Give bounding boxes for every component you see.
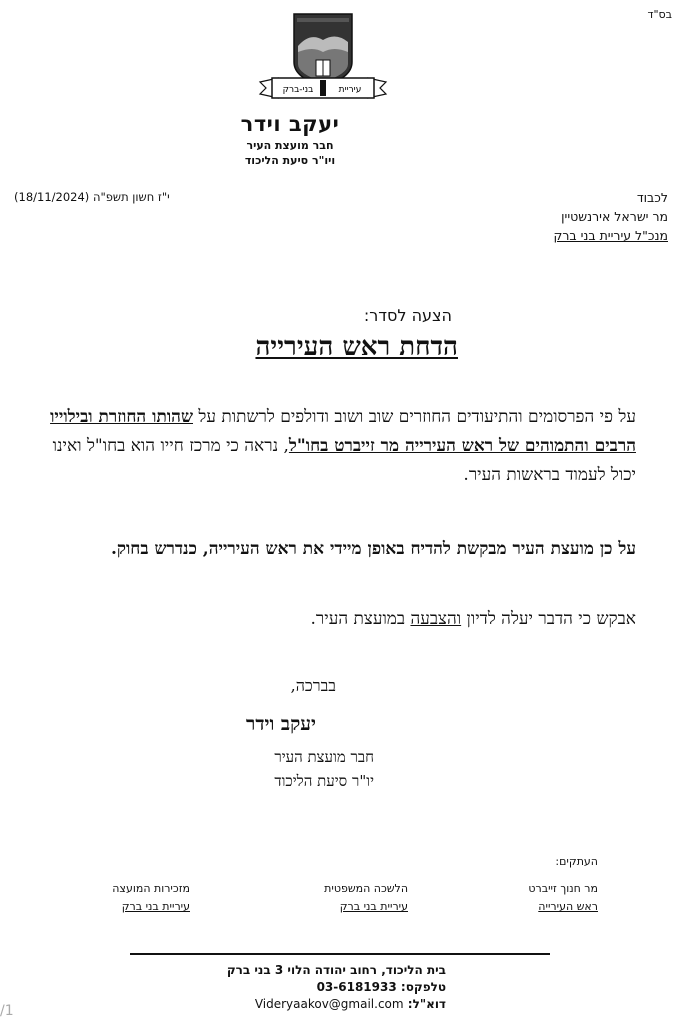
body-paragraph-1	[46, 403, 636, 490]
copy-recipient	[528, 880, 598, 916]
body-paragraph-3	[46, 605, 636, 634]
footer-email[interactable]: Videryaakov@gmail.com	[254, 997, 404, 1011]
copy-sub: ראש העירייה	[538, 900, 598, 913]
footer-phone: 03-6181933	[316, 980, 397, 994]
footer-email-label: דוא"ל:	[407, 997, 446, 1011]
body-p1-bold: שהותו החוזרת ובילוייו הרבים והתמוהים של ראש העירייה מר זייברט בחו"ל	[50, 407, 636, 456]
copy-sub: עיריית בני ברק	[339, 900, 408, 913]
footer-phone-line	[227, 979, 446, 996]
recipient-salutation: לכבוד	[636, 190, 668, 205]
body-paragraph-2: על כן מועצת העיר מבקשת להדיח באופן מיידי את ראש העירייה, כנדרש בחוק.	[110, 539, 636, 559]
recipient-name: מר ישראל אירנשטיין	[561, 209, 668, 224]
logo-text-left: בני-ברק	[282, 85, 314, 95]
copy-name: מזכירות המועצה	[112, 882, 190, 895]
footer-email-line	[227, 996, 446, 1013]
copies-label: העתקים:	[555, 855, 598, 868]
copy-name: מר חנוך זייברט	[528, 882, 598, 895]
sender-name: יעקב וידר	[240, 112, 340, 136]
document-date: י"ז חשון תשפ"ה (18/11/2024)	[14, 190, 170, 204]
copy-sub: עיריית בני ברק	[121, 900, 190, 913]
copy-name: הלשכה המשפטית	[324, 882, 408, 895]
footer-address: בית הליכוד, רחוב יהודה הלוי 3 בני ברק	[226, 963, 446, 977]
signature-name: יעקב וידר	[246, 713, 316, 735]
regards: בברכה,	[290, 676, 336, 695]
body-p3-underline: והצבעה	[410, 609, 462, 629]
footer	[227, 962, 446, 1013]
signature-faction: יו"ר סיעת הליכוד	[274, 772, 374, 790]
logo-text-right: עיריית	[338, 85, 362, 95]
subject-title: הדחת ראש העירייה	[255, 332, 458, 362]
sender-faction: ויו"ר סיעת הליכוד	[244, 154, 336, 167]
subject-label: הצעה לסדר:	[363, 306, 452, 325]
municipality-logo	[258, 12, 388, 102]
sender-role: חבר מועצת העיר	[246, 139, 334, 152]
recipient-title: מנכ"ל עיריית בני ברק	[553, 228, 668, 243]
body-p3-part1: אבקש כי הדבר יעלה לדיון	[461, 609, 636, 629]
body-p1-part2: , נראה כי מרכז חייו הוא בחו"ל ואינו יכול לעמוד בראשות העיר.	[52, 436, 636, 485]
page-marker: /1	[0, 1003, 14, 1019]
body-p1-part1: על פי הפרסומים והתיעודים החוזרים שוב ושוב ודולפים לרשתות על	[193, 407, 636, 427]
recipient-block	[553, 188, 668, 245]
copy-recipient	[112, 880, 190, 916]
body-p3-part2: במועצת העיר.	[310, 609, 411, 629]
footer-divider	[130, 953, 550, 955]
copy-recipient	[324, 880, 408, 916]
footer-phone-label: טלפקס:	[400, 980, 446, 994]
signature-role: חבר מועצת העיר	[274, 748, 374, 766]
bsd-mark: בס"ד	[647, 8, 672, 21]
